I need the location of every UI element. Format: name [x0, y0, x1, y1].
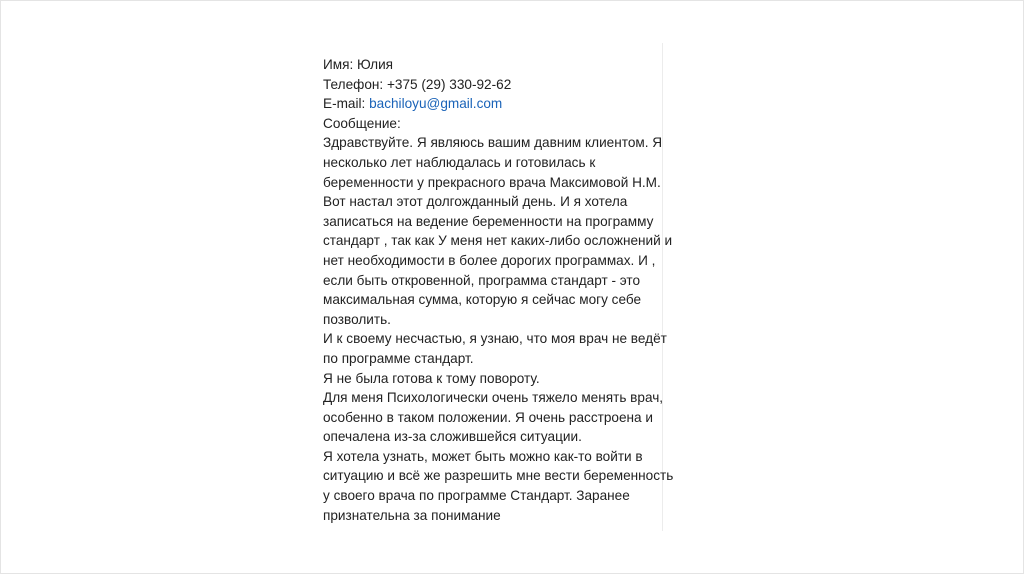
message-line: Здравствуйте. Я являюсь вашим давним клиентом. Я [323, 135, 663, 151]
message-line: нет необходимости в более дорогих программах. И , [323, 252, 656, 268]
message-line: Я хотела узнать, может быть можно как-то войти в [323, 448, 643, 464]
message-line: опечалена из-за сложившейся ситуации. [323, 429, 582, 445]
message-line: Для меня Психологически очень тяжело менять врач, [323, 390, 664, 406]
message-line: беременности у прекрасного врача Максимовой Н.М. [323, 174, 661, 190]
message-line: по программе стандарт. [323, 350, 474, 366]
email-label: E-mail: [323, 96, 370, 112]
phone-line: Телефон: +375 (29) 330-92-62 [323, 76, 512, 92]
message-line: несколько лет наблюдалась и готовилась к [323, 154, 596, 170]
message-line: Я не была готова к тому повороту. [323, 370, 540, 386]
message-body [323, 55, 674, 525]
email-link[interactable]: bachiloyu@gmail.com [369, 96, 503, 112]
message-line: если быть откровенной, программа стандарт - это [323, 272, 641, 288]
name-line: Имя: Юлия [323, 57, 394, 72]
message-line: позволить. [323, 311, 391, 327]
message-line: ситуацию и всё же разрешить мне вести беременность [323, 468, 674, 484]
message-label: Сообщение: [323, 115, 401, 131]
message-line: максимальная сумма, которую я сейчас могу себе [323, 292, 642, 308]
message-line: стандарт , так как У меня нет каких-либо осложнений и [323, 233, 673, 249]
message-line: особенно в таком положении. Я очень расстроена и [323, 409, 653, 425]
message-line: Вот настал этот долгожданный день. И я хотела [323, 194, 628, 210]
email-line [323, 94, 663, 114]
message-line: записаться на ведение беременности на программу [323, 213, 654, 229]
message-line: И к своему несчастью, я узнаю, что моя врач не ведёт [323, 331, 667, 347]
message-line: признательна за понимание [323, 507, 501, 523]
message-line: у своего врача по программе Стандарт. Заранее [323, 488, 630, 504]
